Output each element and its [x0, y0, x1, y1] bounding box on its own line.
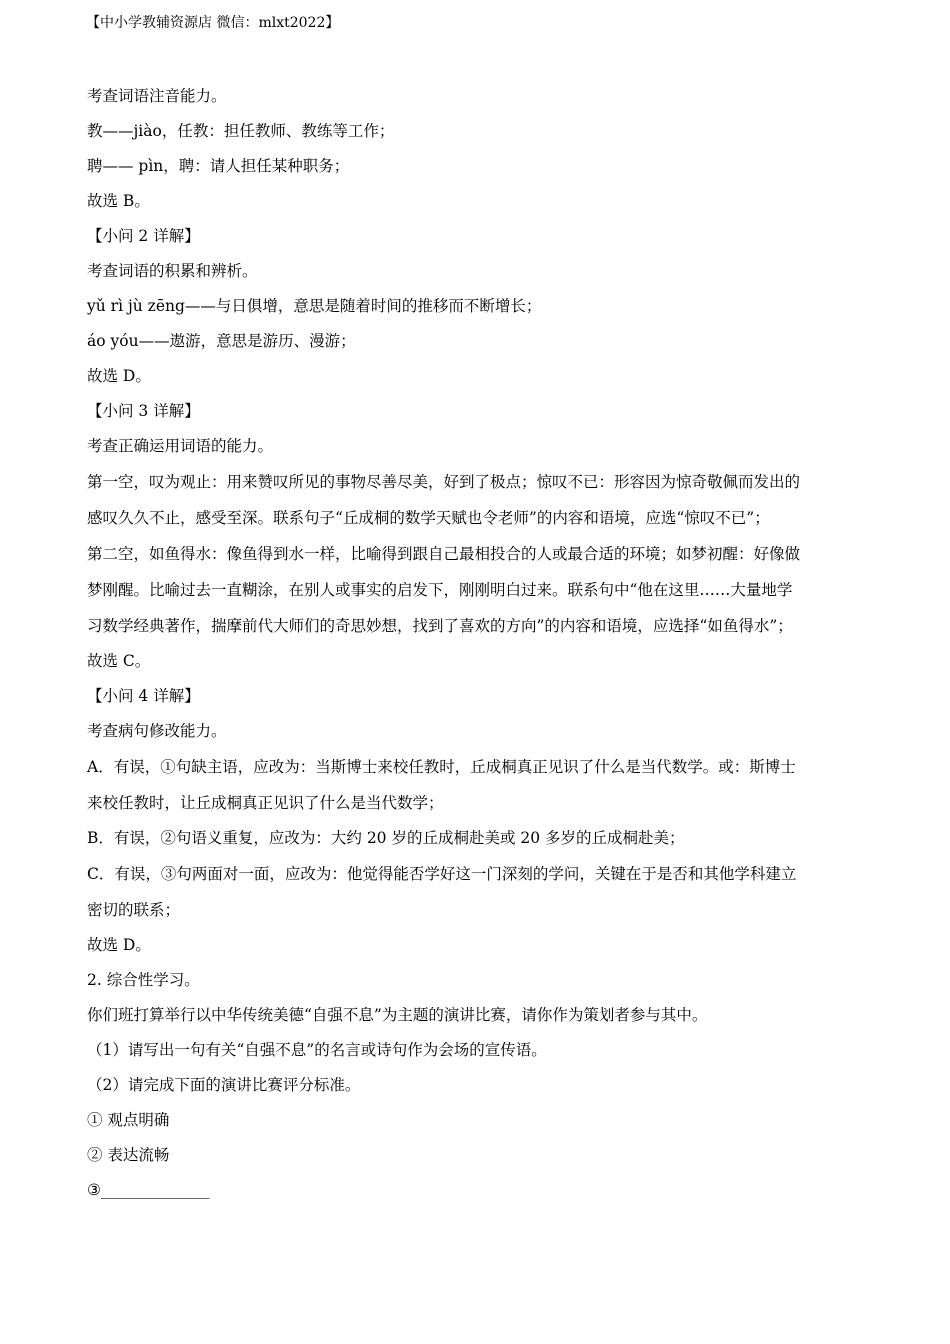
text-line: yǔ rì jù zēng——与日俱增，意思是随着时间的推移而不断增长；	[87, 297, 542, 315]
watermark-header: 【中小学教辅资源店 微信：mlxt2022】	[86, 15, 340, 31]
text-line: （1）请写出一句有关“自强不息”的名言或诗句作为会场的宣传语。	[87, 1041, 547, 1059]
text-line: A．有误，①句缺主语，应改为：当斯博士来校任教时，丘成桐真正见识了什么是当代数学。或：斯博士	[87, 758, 796, 776]
text-line: áo yóu——遨游，意思是游历、漫游；	[87, 332, 356, 350]
text-line: 考查病句修改能力。	[87, 722, 227, 740]
section-heading: 【小问 3 详解】	[87, 402, 200, 420]
text-line: 来校任教时，让丘成桐真正见识了什么是当代数学；	[87, 794, 444, 812]
text-line: 故选 B。	[87, 192, 150, 210]
text-line: 考查词语注音能力。	[87, 87, 227, 105]
text-line: 聘—— pìn，聘：请人担任某种职务；	[87, 157, 350, 175]
text-line: 第一空，叹为观止：用来赞叹所见的事物尽善尽美，好到了极点；惊叹不已：形容因为惊奇敬佩而发出的	[87, 473, 801, 491]
text-line: 考查词语的积累和辨析。	[87, 262, 258, 280]
text-line: 习数学经典著作，揣摩前代大师们的奇思妙想，找到了喜欢的方向”的内容和语境，应选择“如鱼得水”；	[87, 617, 793, 635]
text-line: 感叹久久不止，感受至深。联系句子“丘成桐的数学天赋也令老师”的内容和语境，应选“惊叹不已”；	[87, 509, 770, 527]
section-heading: 【小问 4 详解】	[87, 687, 200, 705]
text-line: 第二空，如鱼得水：像鱼得到水一样，比喻得到跟自己最相投合的人或最合适的环境；如梦初醒：好像做	[87, 545, 801, 563]
text-line: 故选 C。	[87, 652, 151, 670]
criteria-item: ① 观点明确	[87, 1111, 170, 1129]
text-line: 故选 D。	[87, 936, 151, 954]
text-line: 密切的联系；	[87, 901, 181, 919]
question-number: 2. 综合性学习。	[87, 971, 200, 989]
section-heading: 【小问 2 详解】	[87, 227, 200, 245]
text-line: 考查正确运用词语的能力。	[87, 437, 274, 455]
text-line: B．有误，②句语义重复，应改为：大约 20 岁的丘成桐赴美或 20 多岁的丘成桐赴美；	[87, 829, 685, 847]
criteria-blank: ③______________	[87, 1181, 210, 1199]
document-body	[87, 79, 877, 1208]
text-line: 教——jiào，任教：担任教师、教练等工作；	[87, 122, 395, 140]
text-line: 你们班打算举行以中华传统美德“自强不息”为主题的演讲比赛，请你作为策划者参与其中。	[87, 1006, 708, 1024]
text-line: C．有误，③句两面对一面，应改为：他觉得能否学好这一门深刻的学问，关键在于是否和其他学科建立	[87, 865, 797, 883]
criteria-item: ② 表达流畅	[87, 1146, 170, 1164]
text-line: 故选 D。	[87, 367, 151, 385]
text-line: （2）请完成下面的演讲比赛评分标准。	[87, 1076, 361, 1094]
text-line: 梦刚醒。比喻过去一直糊涂，在别人或事实的启发下，刚刚明白过来。联系句中“他在这里……大量地学	[87, 581, 793, 599]
